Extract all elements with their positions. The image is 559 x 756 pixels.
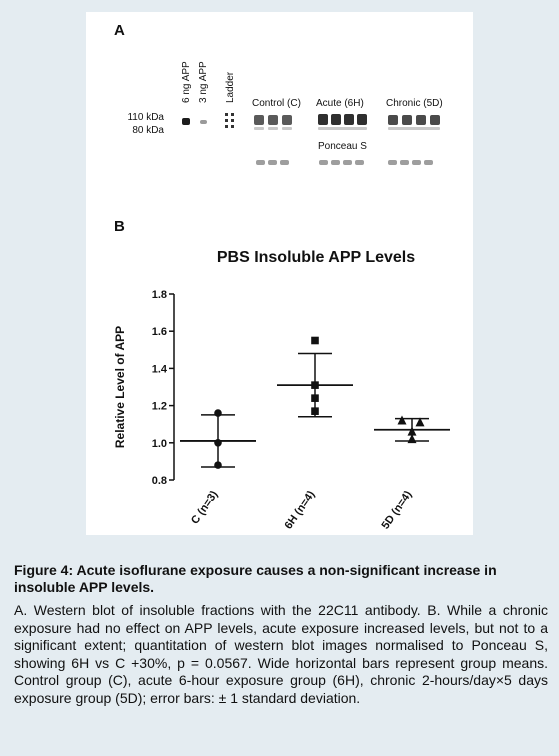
caption-title: Figure 4: Acute isoflurane exposure causes a non-significant increase in insoluble APP levels. (14, 562, 497, 595)
western-blot-image (86, 12, 473, 182)
y-tick-label: 0.8 (151, 475, 167, 487)
ladder-band-2 (231, 113, 234, 116)
y-axis-label: Relative Level of APP (113, 325, 127, 449)
group-label-control: Control (C) (252, 98, 301, 109)
blot-bands-chronic (388, 115, 440, 125)
scatter-chart (86, 222, 473, 542)
data-point (398, 415, 407, 424)
ponceau-label: Ponceau S (318, 141, 367, 152)
blot-bands-control (254, 115, 292, 125)
ladder-band-6 (231, 125, 234, 128)
ponceau-bands (256, 160, 433, 165)
figure-panel (86, 12, 473, 535)
blot-band-3ng (200, 120, 207, 124)
group-label-chronic: Chronic (5D) (386, 98, 443, 109)
data-point (311, 381, 319, 389)
panel-a-letter: A (114, 22, 125, 39)
y-tick-label: 1.0 (151, 437, 167, 450)
blot-band-6ng (182, 118, 190, 125)
blot-bands-faint (254, 127, 440, 130)
data-point (214, 439, 222, 447)
ladder-band-5 (225, 125, 228, 128)
data-point (311, 337, 319, 345)
group-label-acute: Acute (6H) (316, 98, 364, 109)
data-point (311, 394, 319, 402)
ladder-band-1 (225, 113, 228, 116)
data-point (214, 409, 222, 417)
x-category-label: 6H (n=4) (282, 488, 318, 532)
ladder-band-4 (231, 119, 234, 122)
lane-label-3ng-app: 3 ng APP (198, 61, 209, 103)
panel-b-letter: B (114, 218, 125, 235)
caption-body: A. Western blot of insoluble fractions with the 22C11 antibody. B. While a chronic exposure had no effect on APP levels, acute exposure increased levels, but not to a significant extent; quantitation of western blot images normalised to Ponceau S, showing 6H vs C +30%, p = 0.0567. Wide horizontal bars represent group means. Control group (C), acute 6-hour exposure group (6H), chronic 2-hours/day×5 days exposure group (5D); error bars: ± 1 standard deviation. (14, 602, 548, 706)
x-category-label: C (n=3) (189, 488, 221, 527)
marker-110-kda: 110 kDa (127, 112, 164, 123)
x-category-label: 5D (n=4) (379, 488, 415, 532)
figure-caption (14, 562, 548, 707)
lane-label-ladder: Ladder (225, 71, 236, 103)
y-tick-label: 1.4 (151, 363, 167, 376)
y-tick-label: 1.2 (151, 400, 167, 413)
data-point (214, 461, 222, 469)
data-point (311, 407, 319, 415)
marker-80-kda: 80 kDa (132, 125, 164, 136)
chart-title: PBS Insoluble APP Levels (216, 249, 416, 266)
y-tick-label: 1.8 (151, 289, 167, 301)
ladder-band-3 (225, 119, 228, 122)
lane-label-6ng-app: 6 ng APP (181, 61, 192, 103)
blot-bands-acute (318, 114, 367, 125)
y-tick-label: 1.6 (151, 326, 167, 339)
